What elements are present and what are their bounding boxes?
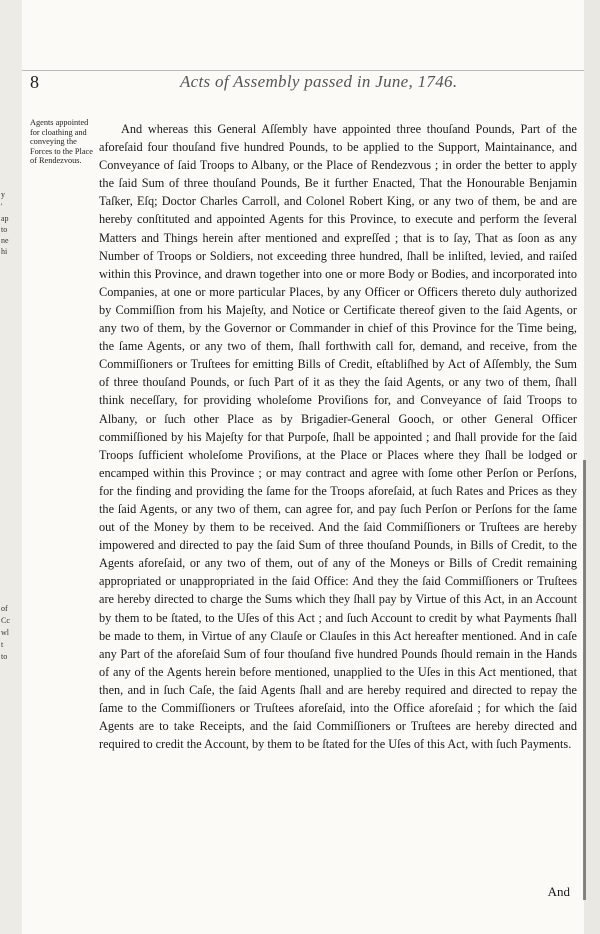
bleed-fragment: to — [1, 225, 8, 234]
next-page-bleed — [584, 0, 600, 934]
bleed-fragment: t — [1, 640, 4, 649]
catchword: And — [547, 884, 570, 899]
body-text — [99, 120, 577, 753]
bleed-fragment: hi — [1, 247, 8, 256]
bleed-fragment: of — [1, 604, 8, 613]
running-head: Acts of Assembly passed in June, 1746. — [180, 72, 458, 91]
margin-note: Agents appointed for cloathing and conveying the Forces to the Place of Rendezvous. — [30, 118, 93, 166]
paragraph: And whereas this General Aſſembly have appointed three thouſand Pounds, Part of the aforeſaid four thouſand five hundred Pounds, to be applied to the Support, Maintainance, and Conveyance of ſaid Troops to Albany, or the Place of Rendezvous ; in order the better to apply the ſaid Sum of three thouſand Pounds, Be it further Enacted, That the Honourable Benjamin Taſker, Eſq; Doctor Charles Carroll, and Colonel Robert King, or any two of them, be and are hereby conſtituted and appointed Agents for this Province, to execute and perform the ſeveral Matters and Things herein after mentioned and expreſſed ; that is to ſay, That as ſoon as any Number of Troops or Soldiers, not exceeding three hundred, ſhall be inliſted, levied, and raiſed within this Province, and drawn together into one or more Body or Bodies, and incorporated into Companies, at one or more particular Places, by any Officer or Officers thereto duly authorized by Commiſſion from his Majeſty, and Notice or Certificate thereof given to the ſaid Agents, or any two of them, by the Governor or Commander in chief of this Province for the Time being, the ſame Agents, or any two of them, ſhall forthwith call for, demand, and receive, from the Commiſſioners or Truſtees for emitting Bills of Credit, eſtabliſhed by Act of Aſſembly, the Sum of three thouſand Pounds, or ſuch Part of it as they the ſaid Agents, or any two of them, ſhall think neceſſary, for providing wholeſome Proviſions for, and Conveyance of ſaid Troops to Albany, or ſuch other Place as by Brigadier-General Gooch, or other General Officer commiſſioned by his Majeſty for that Purpoſe, ſhall be appointed ; and ſhall provide for the ſaid Troops ſufficient wholeſome Proviſions, at the Place or Places where they ſhall be lodged or encamped within this Province ; or may contract and agree with ſome other Perſon or Perſons, for the finding and providing the ſame for the Troops aforeſaid, at ſuch Rates and Prices as they the ſaid Agents, or any two of them, can agree for, and pay ſuch Perſon or Perſons for the ſame out of the Money by them to be received. And the ſaid Commiſſioners or Truſtees are hereby impowered and directed to pay the ſaid Sum of three thouſand Pounds, in Bills of Credit, to the Agents aforeſaid, or any two of them, out of any of the Moneys or Bills of Credit remaining appropriated or unappropriated in the ſaid Office: And they the ſaid Commiſſioners or Truſtees are hereby directed to charge the Sums which they ſhall pay by Virtue of this Act, in an Account by them to be ſtated, to the Uſes of this Act ; and ſuch Account to credit by what Payments ſhall be made to them, in Virtue of any Clauſe or Clauſes in this Act hereafter mentioned. And in caſe any Part of the aforeſaid Sum of four thouſand five hundred Pounds ſhould remain in the Hands of any of the Agents herein before mentioned, unapplied to the Uſes in this Act mentioned, that then, and in ſuch Caſe, the ſaid Agents ſhall and are hereby required and directed to repay the ſame to the Commiſſioners or Truſtees aforeſaid, into the Office aforeſaid ; for which the ſaid Agents are to take Receipts, and the ſaid Commiſſioners or Truſtees are hereby directed and required to credit the Account, by them to be ſtated for the Uſes of this Act, with ſuch Payments. — [99, 122, 577, 752]
page-fold-shadow — [583, 460, 586, 900]
bleed-fragment: ap — [1, 214, 9, 223]
page-number: 8 — [30, 72, 39, 92]
bleed-fragment: to — [1, 652, 8, 661]
bleed-fragment: ne — [1, 236, 9, 245]
bleed-fragment: y — [1, 190, 5, 199]
bleed-fragment: Cc — [1, 616, 10, 625]
header-rule — [22, 70, 584, 71]
previous-page-bleed — [0, 0, 22, 934]
bleed-fragment: wl — [1, 628, 9, 637]
bleed-fragment: ' — [1, 202, 3, 211]
